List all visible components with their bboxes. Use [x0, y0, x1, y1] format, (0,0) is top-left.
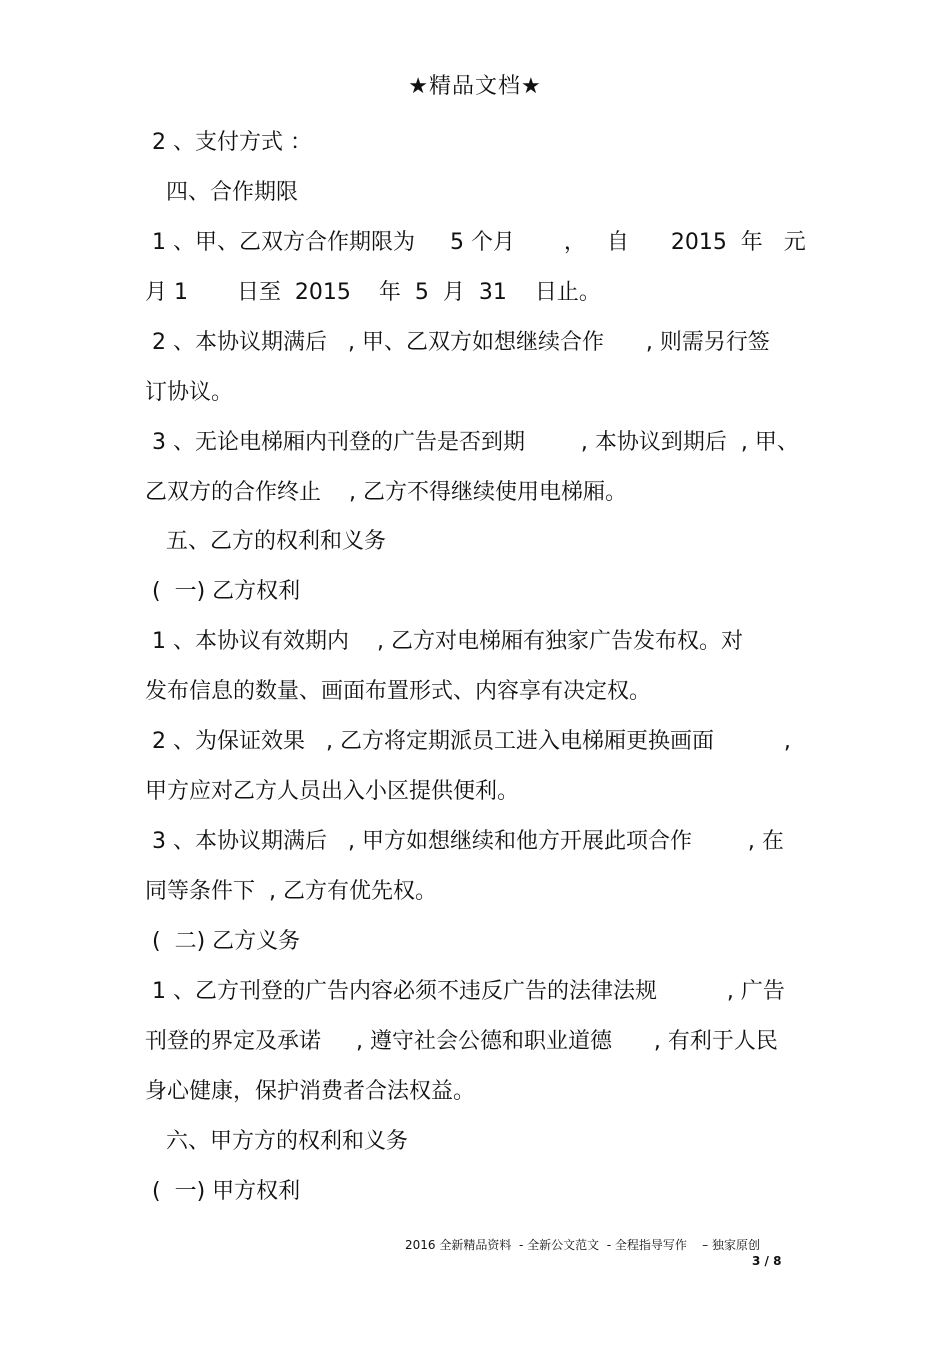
footer-text: 2016 全新精品资料 - 全新公文范文 - 全程指导写作 – 独家原创: [405, 1238, 760, 1252]
text-line: 发布信息的数量、画面布置形式、内容享有决定权。: [145, 679, 652, 704]
text-line: 3 、无论电梯厢内刊登的广告是否到期 , 本协议到期后 , 甲、: [145, 430, 799, 455]
text-line: 1 、甲、乙双方合作期限为 5 个月 ， 自 2015 年 元: [145, 230, 806, 255]
text-line: 1 、本协议有效期内 , 乙方对电梯厢有独家广告发布权。对: [145, 629, 743, 654]
text-line: 月 1 日至 2015 年 5 月 31 日止。: [145, 280, 601, 305]
text-line: 2 、支付方式 ：: [145, 130, 312, 155]
page-number: 3 / 8: [752, 1254, 782, 1268]
section-heading: 六、甲方方的权利和义务: [145, 1129, 408, 1154]
subsection-heading: ( 二) 乙方义务: [145, 929, 301, 954]
page-header: ★精品文档★: [408, 74, 542, 99]
text-line: 1 、乙方刊登的广告内容必须不违反广告的法律法规 , 广告: [145, 979, 785, 1004]
text-line: 3 、本协议期满后 , 甲方如想继续和他方开展此项合作 , 在: [145, 829, 784, 854]
section-heading: 五、乙方的权利和义务: [145, 529, 386, 554]
text-line: 同等条件下 , 乙方有优先权。: [145, 879, 437, 904]
text-line: 身心健康，保护消费者合法权益。: [145, 1079, 476, 1104]
subsection-heading: ( 一) 甲方权利: [145, 1179, 301, 1204]
text-line: 甲方应对乙方人员出入小区提供便利。: [145, 779, 520, 804]
subsection-heading: ( 一) 乙方权利: [145, 579, 301, 604]
text-line: 订协议。: [145, 380, 234, 405]
section-heading: 四、合作期限: [145, 180, 298, 205]
text-line: 刊登的界定及承诺 , 遵守社会公德和职业道德 , 有利于人民: [145, 1029, 778, 1054]
text-line: 2 、本协议期满后 , 甲、乙双方如想继续合作 , 则需另行签: [145, 330, 770, 355]
text-line: 乙双方的合作终止 , 乙方不得继续使用电梯厢。: [145, 480, 627, 505]
text-line: 2 、为保证效果 , 乙方将定期派员工进入电梯厢更换画面 ,: [145, 729, 791, 754]
